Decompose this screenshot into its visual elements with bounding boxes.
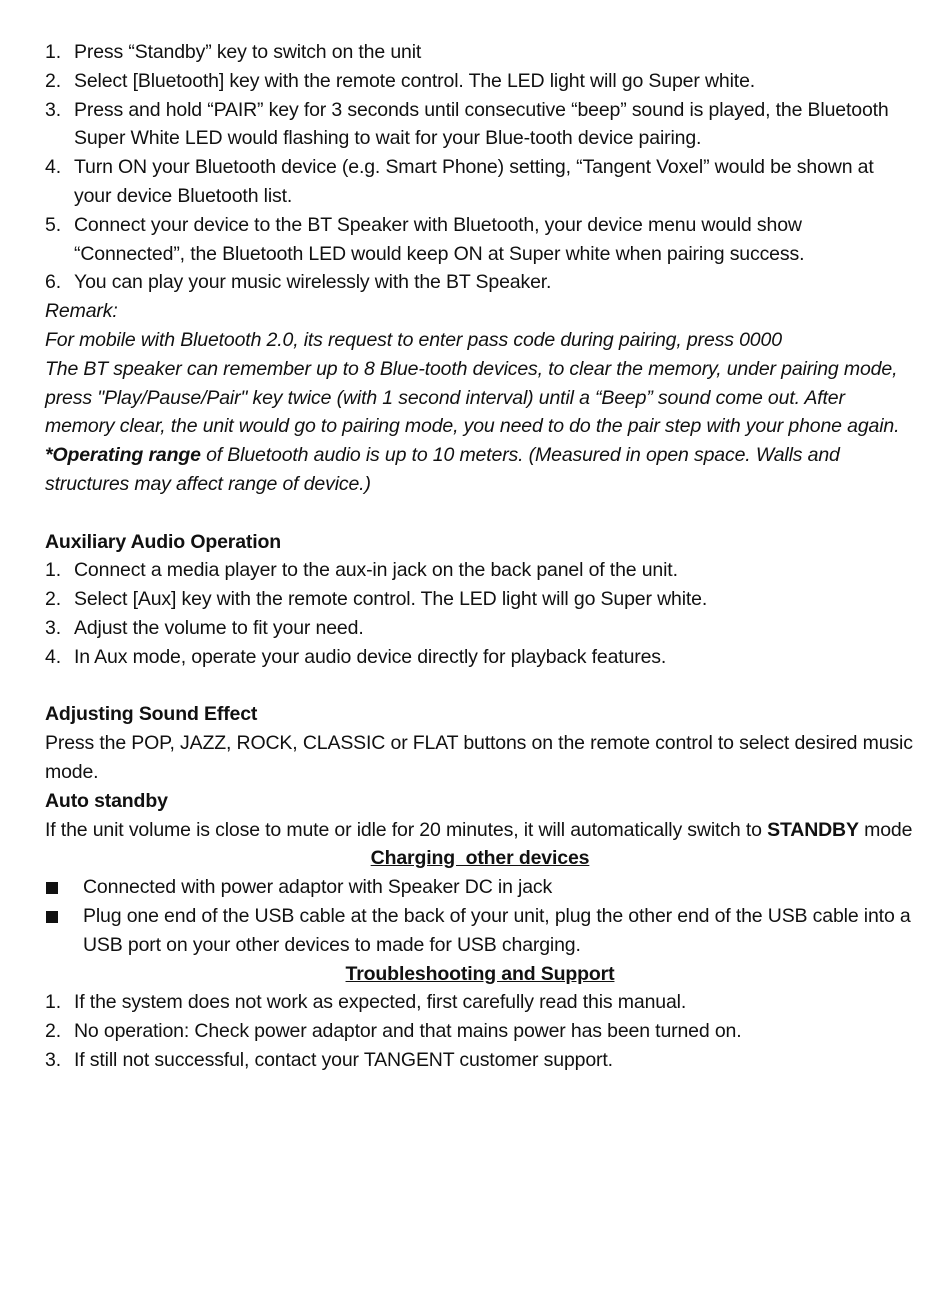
remark-label: Remark: xyxy=(45,300,118,323)
list-item xyxy=(45,1046,915,1075)
item-text: You can play your music wirelessly with the BT Speaker. xyxy=(74,271,552,294)
list-item xyxy=(45,38,915,67)
standby-text xyxy=(45,816,915,845)
manual-page xyxy=(45,38,915,1075)
list-item xyxy=(45,1017,915,1046)
item-text: No operation: Check power adaptor and that mains power has been turned on. xyxy=(74,1020,742,1043)
item-text: Connect your device to the BT Speaker with Bluetooth, your device menu would show “Connected”, the Bluetooth LED would keep ON at Super white when pairing success. xyxy=(74,213,805,265)
item-number: 2. xyxy=(45,1020,61,1043)
item-number: 4. xyxy=(45,156,61,179)
square-bullet-icon xyxy=(46,882,58,894)
support-heading: Troubleshooting and Support xyxy=(345,962,615,985)
spacer xyxy=(45,672,915,701)
list-item xyxy=(45,268,915,297)
list-item xyxy=(45,556,915,585)
bluetooth-steps-list xyxy=(45,38,915,297)
bullet-text: Plug one end of the USB cable at the back of your unit, plug the other end of the USB cable into a USB port on your other devices to made for USB charging. xyxy=(83,904,911,956)
item-text: Adjust the volume to fit your need. xyxy=(74,616,364,639)
remark-memory: The BT speaker can remember up to 8 Blue-tooth devices, to clear the memory, under pairing mode, press "Play/Pause/Pair" key twice (with 1 second interval) until a “Beep” sound come out. After memory clear, the unit would go to pairing mode, you need to do the pair step with your phone again. xyxy=(45,357,900,438)
square-bullet-icon xyxy=(46,911,58,923)
list-item xyxy=(45,585,915,614)
standby-bold: STANDBY xyxy=(767,818,859,841)
item-number: 6. xyxy=(45,271,61,294)
item-number: 1. xyxy=(45,991,61,1014)
list-item xyxy=(45,211,915,269)
support-steps-list xyxy=(45,988,915,1074)
item-number: 2. xyxy=(45,588,61,611)
list-item xyxy=(45,643,915,672)
list-item xyxy=(45,153,915,211)
item-number: 1. xyxy=(45,559,61,582)
item-number: 4. xyxy=(45,645,61,668)
bullet-item xyxy=(45,873,915,902)
aux-heading: Auxiliary Audio Operation xyxy=(45,530,282,553)
spacer xyxy=(45,499,915,528)
charging-bullets xyxy=(45,873,915,959)
standby-tail: mode xyxy=(858,818,913,841)
list-item xyxy=(45,614,915,643)
item-text: Press “Standby” key to switch on the unit xyxy=(74,41,422,63)
item-number: 1. xyxy=(45,41,61,63)
item-number: 3. xyxy=(45,616,61,639)
bullet-text: Connected with power adaptor with Speaker DC in jack xyxy=(83,876,553,899)
remark-passcode: For mobile with Bluetooth 2.0, its request to enter pass code during pairing, press 0000 xyxy=(45,328,782,351)
item-number: 5. xyxy=(45,213,61,236)
standby-body: If the unit volume is close to mute or idle for 20 minutes, it will automatically switch to xyxy=(45,818,768,841)
item-text: If the system does not work as expected, first carefully read this manual. xyxy=(74,991,687,1014)
item-number: 3. xyxy=(45,1048,61,1071)
bullet-item xyxy=(45,902,915,960)
item-number: 3. xyxy=(45,98,61,121)
remark-range xyxy=(45,441,915,499)
list-item xyxy=(45,988,915,1017)
item-text: Connect a media player to the aux-in jack on the back panel of the unit. xyxy=(74,559,678,582)
item-number: 2. xyxy=(45,69,61,92)
range-text: of Bluetooth audio is up to 10 meters. (Measured in open space. Walls and structures may affect range of device.) xyxy=(45,444,840,495)
charging-heading: Charging other devices xyxy=(370,847,590,870)
list-item xyxy=(45,96,915,154)
item-text: Press and hold “PAIR” key for 3 seconds until consecutive “beep” sound is played, the Bluetooth Super White LED would flashing to wait for your Blue-tooth device pairing. xyxy=(74,98,889,150)
item-text: Select [Aux] key with the remote control. The LED light will go Super white. xyxy=(74,588,708,611)
item-text: In Aux mode, operate your audio device directly for playback features. xyxy=(74,645,667,668)
item-text: Turn ON your Bluetooth device (e.g. Smart Phone) setting, “Tangent Voxel” would be shown at your device Bluetooth list. xyxy=(74,156,874,207)
item-text: If still not successful, contact your TANGENT customer support. xyxy=(74,1048,613,1071)
item-text: Select [Bluetooth] key with the remote control. The LED light will go Super white. xyxy=(74,69,756,92)
sound-text: Press the POP, JAZZ, ROCK, CLASSIC or FLAT buttons on the remote control to select desired music mode. xyxy=(45,732,913,783)
sound-heading: Adjusting Sound Effect xyxy=(45,703,258,726)
standby-heading: Auto standby xyxy=(45,789,168,812)
range-bold-label: *Operating range xyxy=(45,444,201,467)
list-item xyxy=(45,67,915,96)
aux-steps-list xyxy=(45,556,915,671)
